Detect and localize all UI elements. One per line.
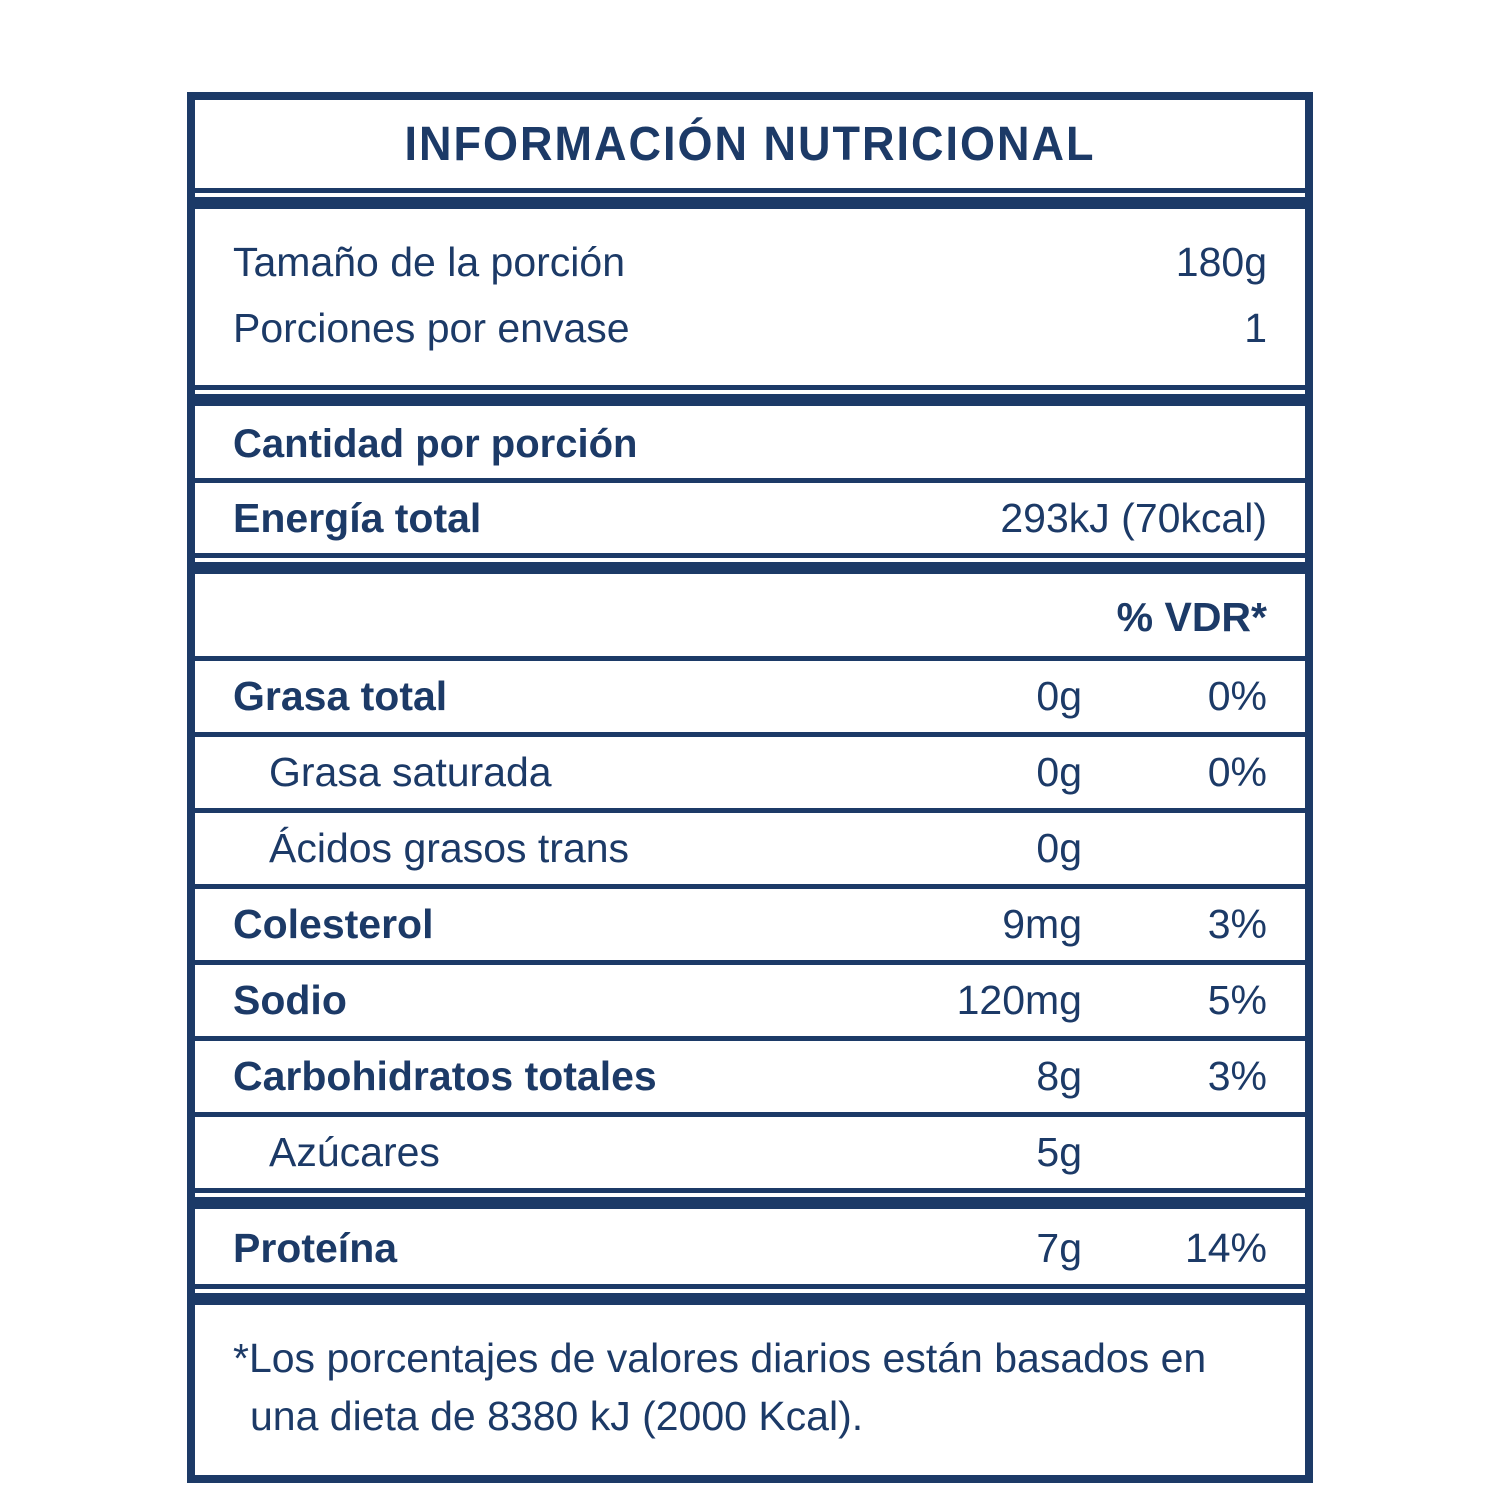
amount-per-serving-label: Cantidad por porción: [233, 421, 638, 466]
nutrient-daily-value: 3%: [1207, 901, 1267, 947]
serving-size-value: 180g: [1175, 239, 1267, 285]
daily-value-header-row: [195, 578, 1305, 661]
nutrient-row-total-carbohydrate: [195, 1041, 1305, 1117]
section-divider: [195, 197, 1305, 209]
nutrient-amount: 9mg: [1002, 901, 1082, 947]
nutrient-row-sodium: [195, 965, 1305, 1041]
amount-per-serving-row: [195, 410, 1305, 483]
nutrient-row-trans-fat: [195, 813, 1305, 889]
nutrient-daily-value: 0%: [1207, 673, 1267, 719]
label-title-row: [195, 100, 1305, 193]
nutrient-amount: 0g: [1036, 825, 1082, 871]
nutrient-row-saturated-fat: [195, 737, 1305, 813]
nutrient-row-protein: [195, 1213, 1305, 1289]
nutrition-label: [187, 92, 1313, 1483]
section-divider: [195, 562, 1305, 574]
nutrient-amount: 7g: [1036, 1225, 1082, 1271]
nutrient-daily-value: 14%: [1184, 1225, 1267, 1271]
nutrient-row-total-fat: [195, 661, 1305, 737]
nutrient-name: Proteína: [233, 1225, 398, 1271]
label-title: INFORMACIÓN NUTRICIONAL: [404, 115, 1096, 171]
section-divider: [195, 1293, 1305, 1305]
section-divider: [195, 1197, 1305, 1209]
footnote-text: *Los porcentajes de valores diarios están basados en una dieta de 8380 kJ (2000 Kcal).: [233, 1335, 1207, 1439]
nutrient-row-sugars: [195, 1117, 1305, 1193]
nutrient-daily-value: 5%: [1207, 977, 1267, 1023]
nutrient-name: Azúcares: [269, 1129, 440, 1175]
nutrient-row-cholesterol: [195, 889, 1305, 965]
nutrient-daily-value: 3%: [1207, 1053, 1267, 1099]
nutrient-name: Grasa total: [233, 673, 448, 719]
nutrient-amount: 8g: [1036, 1053, 1082, 1099]
nutrient-name: Grasa saturada: [269, 749, 552, 795]
servings-per-container-label: Porciones por envase: [233, 305, 630, 351]
energy-row: [195, 483, 1305, 558]
footnote-row: [195, 1309, 1305, 1475]
nutrient-amount: 0g: [1036, 673, 1082, 719]
servings-per-container-line: [233, 295, 1267, 361]
servings-per-container-value: 1: [1244, 305, 1267, 351]
nutrient-name: Colesterol: [233, 901, 434, 947]
nutrient-daily-value: 0%: [1207, 749, 1267, 795]
nutrient-amount: 0g: [1036, 749, 1082, 795]
nutrient-amount: 5g: [1036, 1129, 1082, 1175]
nutrient-amount: 120mg: [956, 977, 1082, 1023]
nutrient-name: Ácidos grasos trans: [269, 825, 630, 871]
section-divider: [195, 394, 1305, 406]
serving-size-label: Tamaño de la porción: [233, 239, 626, 285]
serving-info-row: [195, 213, 1305, 390]
energy-label: Energía total: [233, 494, 482, 541]
nutrient-name: Sodio: [233, 977, 347, 1023]
daily-value-header: % VDR*: [1116, 593, 1267, 640]
nutrient-name: Carbohidratos totales: [233, 1053, 657, 1099]
energy-value: 293kJ (70kcal): [1000, 494, 1267, 541]
serving-size-line: [233, 229, 1267, 295]
